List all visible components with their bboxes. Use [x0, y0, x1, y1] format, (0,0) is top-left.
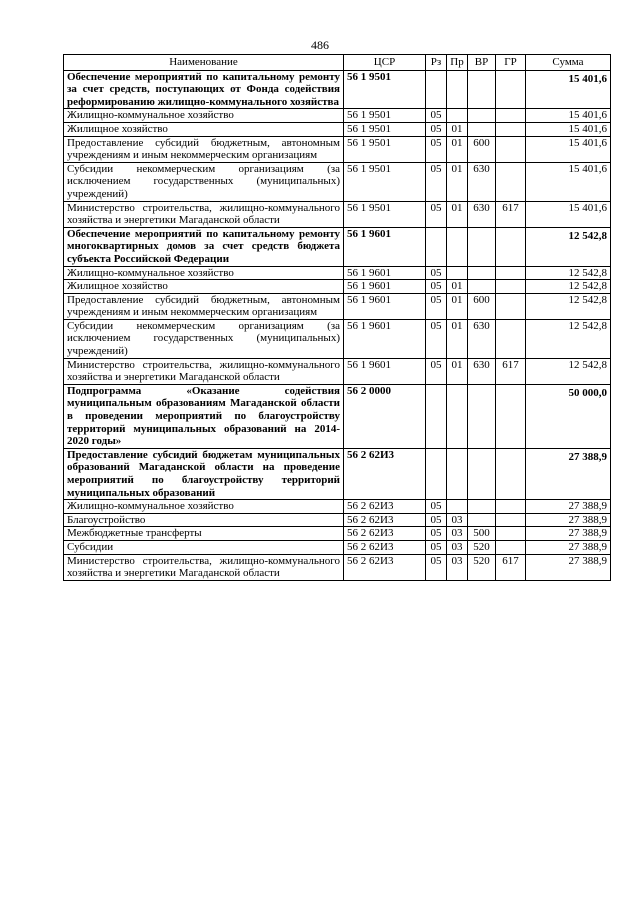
table-cell-name: Министерство строительства, жилищно-коммунального хозяйства и энергетики Магаданской области [64, 358, 344, 384]
table-cell-rz: 05 [426, 358, 447, 384]
table-cell-gr [496, 280, 526, 294]
table-cell-pr [447, 500, 468, 514]
table-cell-sum: 15 401,6 [526, 201, 611, 227]
table-cell-sum: 12 542,8 [526, 358, 611, 384]
table-cell-sum: 50 000,0 [526, 384, 611, 448]
column-header-rz: Рз [426, 55, 447, 71]
table-cell-rz: 05 [426, 280, 447, 294]
table-cell-vr: 520 [468, 554, 496, 580]
column-header-sum: Сумма [526, 55, 611, 71]
table-cell-csr: 56 1 9601 [344, 227, 426, 266]
table-cell-gr [496, 109, 526, 123]
table-row [64, 527, 611, 541]
page-number: 486 [311, 38, 329, 52]
table-cell-sum: 15 401,6 [526, 122, 611, 136]
table-cell-name: Субсидии [64, 540, 344, 554]
table-cell-gr [496, 266, 526, 280]
table-cell-csr: 56 2 62И3 [344, 540, 426, 554]
table-cell-csr: 56 2 62И3 [344, 500, 426, 514]
table-cell-pr: 03 [447, 513, 468, 527]
table-cell-csr: 56 1 9501 [344, 109, 426, 123]
table-cell-sum: 15 401,6 [526, 109, 611, 123]
table-cell-name: Благоустройство [64, 513, 344, 527]
table-cell-rz: 05 [426, 527, 447, 541]
table-cell-vr: 630 [468, 201, 496, 227]
table-row [64, 109, 611, 123]
table-row [64, 280, 611, 294]
table-cell-csr: 56 2 62И3 [344, 448, 426, 499]
table-cell-name: Обеспечение мероприятий по капитальному ремонту многоквартирных домов за счет средств бюджета субъекта Российской Федерации [64, 227, 344, 266]
table-cell-sum: 27 388,9 [526, 554, 611, 580]
table-cell-gr [496, 540, 526, 554]
table-cell-sum: 12 542,8 [526, 293, 611, 319]
table-cell-rz [426, 70, 447, 109]
table-cell-vr: 630 [468, 358, 496, 384]
table-cell-gr: 617 [496, 554, 526, 580]
table-cell-sum: 12 542,8 [526, 227, 611, 266]
table-cell-pr: 01 [447, 122, 468, 136]
table-row [64, 293, 611, 319]
table-row [64, 358, 611, 384]
table-cell-csr: 56 2 62И3 [344, 513, 426, 527]
table-cell-csr: 56 1 9501 [344, 162, 426, 201]
table-row [64, 513, 611, 527]
table-cell-name: Жилищно-коммунальное хозяйство [64, 500, 344, 514]
table-cell-sum: 12 542,8 [526, 266, 611, 280]
table-cell-name: Жилищное хозяйство [64, 122, 344, 136]
table-cell-pr [447, 109, 468, 123]
table-cell-csr: 56 1 9601 [344, 280, 426, 294]
table-row [64, 162, 611, 201]
table-cell-gr [496, 500, 526, 514]
table-cell-pr [447, 227, 468, 266]
column-header-vr: ВР [468, 55, 496, 71]
table-cell-name: Обеспечение мероприятий по капитальному ремонту за счет средств, поступающих от Фонда содействия реформированию жилищно-коммунального хозяйства [64, 70, 344, 109]
table-cell-name: Субсидии некоммерческим организациям (за исключением государственных (муниципальных) учреждений) [64, 319, 344, 358]
table-cell-name: Жилищное хозяйство [64, 280, 344, 294]
table-cell-rz: 05 [426, 554, 447, 580]
table-cell-vr: 630 [468, 319, 496, 358]
table-cell-pr: 03 [447, 540, 468, 554]
table-cell-csr: 56 1 9601 [344, 266, 426, 280]
table-cell-csr: 56 1 9501 [344, 136, 426, 162]
table-cell-vr: 500 [468, 527, 496, 541]
column-header-csr: ЦСР [344, 55, 426, 71]
column-header-pr: Пр [447, 55, 468, 71]
table-cell-rz: 05 [426, 109, 447, 123]
table-cell-name: Подпрограмма «Оказание содействия муниципальным образованиям Магаданской области в проведении мероприятий по благоустройству территорий муниципальных образований на 2014-2020 годы» [64, 384, 344, 448]
table-row [64, 448, 611, 499]
table-header-row [64, 55, 611, 71]
table-row [64, 136, 611, 162]
table-cell-sum: 27 388,9 [526, 513, 611, 527]
table-cell-csr: 56 1 9501 [344, 122, 426, 136]
table-row [64, 122, 611, 136]
table-cell-rz [426, 384, 447, 448]
budget-table [63, 54, 611, 581]
table-cell-sum: 12 542,8 [526, 280, 611, 294]
table-cell-gr [496, 293, 526, 319]
table-cell-name: Субсидии некоммерческим организациям (за исключением государственных (муниципальных) учреждений) [64, 162, 344, 201]
table-cell-vr [468, 266, 496, 280]
table-cell-csr: 56 2 62И3 [344, 527, 426, 541]
table-cell-rz [426, 448, 447, 499]
table-row [64, 70, 611, 109]
table-cell-gr [496, 319, 526, 358]
table-cell-pr [447, 384, 468, 448]
table-row [64, 319, 611, 358]
table-cell-pr: 01 [447, 293, 468, 319]
table-cell-pr: 01 [447, 319, 468, 358]
table-cell-vr: 520 [468, 540, 496, 554]
table-cell-vr [468, 448, 496, 499]
table-cell-vr: 600 [468, 293, 496, 319]
table-cell-gr: 617 [496, 358, 526, 384]
table-row [64, 227, 611, 266]
table-row [64, 500, 611, 514]
column-header-gr: ГР [496, 55, 526, 71]
table-cell-pr: 01 [447, 162, 468, 201]
table-cell-rz: 05 [426, 122, 447, 136]
table-row [64, 384, 611, 448]
table-cell-name: Министерство строительства, жилищно-коммунального хозяйства и энергетики Магаданской области [64, 201, 344, 227]
table-cell-gr [496, 513, 526, 527]
table-cell-vr [468, 70, 496, 109]
table-cell-gr: 617 [496, 201, 526, 227]
table-cell-gr [496, 70, 526, 109]
table-cell-rz: 05 [426, 266, 447, 280]
table-cell-vr [468, 384, 496, 448]
table-cell-csr: 56 1 9501 [344, 201, 426, 227]
table-cell-pr: 01 [447, 358, 468, 384]
table-cell-csr: 56 2 62И3 [344, 554, 426, 580]
table-cell-csr: 56 1 9601 [344, 319, 426, 358]
column-header-name: Наименование [64, 55, 344, 71]
table-cell-vr: 630 [468, 162, 496, 201]
table-cell-rz [426, 227, 447, 266]
table-cell-sum: 15 401,6 [526, 136, 611, 162]
table-cell-sum: 12 542,8 [526, 319, 611, 358]
table-cell-gr [496, 384, 526, 448]
table-row [64, 266, 611, 280]
table-cell-pr [447, 70, 468, 109]
table-cell-csr: 56 1 9601 [344, 293, 426, 319]
table-cell-name: Предоставление субсидий бюджетам муниципальных образований Магаданской области на проведение мероприятий по благоустройству территорий муниципальных образований [64, 448, 344, 499]
table-cell-name: Жилищно-коммунальное хозяйство [64, 266, 344, 280]
table-cell-gr [496, 527, 526, 541]
table-cell-rz: 05 [426, 500, 447, 514]
table-cell-gr [496, 122, 526, 136]
table-cell-sum: 15 401,6 [526, 70, 611, 109]
table-cell-rz: 05 [426, 162, 447, 201]
table-cell-name: Предоставление субсидий бюджетным, автономным учреждениям и иным некоммерческим организациям [64, 293, 344, 319]
table-cell-rz: 05 [426, 319, 447, 358]
table-row [64, 554, 611, 580]
table-cell-vr [468, 280, 496, 294]
table-cell-rz: 05 [426, 540, 447, 554]
table-cell-name: Межбюджетные трансферты [64, 527, 344, 541]
table-cell-csr: 56 2 0000 [344, 384, 426, 448]
table-cell-sum: 15 401,6 [526, 162, 611, 201]
table-cell-sum: 27 388,9 [526, 448, 611, 499]
table-cell-rz: 05 [426, 201, 447, 227]
table-cell-pr: 01 [447, 280, 468, 294]
table-cell-sum: 27 388,9 [526, 540, 611, 554]
table-cell-name: Министерство строительства, жилищно-коммунального хозяйства и энергетики Магаданской области [64, 554, 344, 580]
table-row [64, 201, 611, 227]
table-cell-gr [496, 448, 526, 499]
table-cell-vr: 600 [468, 136, 496, 162]
table-cell-pr: 03 [447, 527, 468, 541]
table-cell-pr: 01 [447, 136, 468, 162]
table-cell-pr [447, 266, 468, 280]
table-cell-pr: 01 [447, 201, 468, 227]
table-cell-gr [496, 162, 526, 201]
table-cell-name: Предоставление субсидий бюджетным, автономным учреждениям и иным некоммерческим организациям [64, 136, 344, 162]
table-cell-sum: 27 388,9 [526, 500, 611, 514]
table-cell-rz: 05 [426, 513, 447, 527]
table-cell-rz: 05 [426, 136, 447, 162]
table-cell-pr [447, 448, 468, 499]
table-row [64, 540, 611, 554]
table-cell-vr [468, 227, 496, 266]
table-cell-name: Жилищно-коммунальное хозяйство [64, 109, 344, 123]
table-cell-csr: 56 1 9501 [344, 70, 426, 109]
table-cell-vr [468, 109, 496, 123]
table-cell-vr [468, 500, 496, 514]
table-cell-rz: 05 [426, 293, 447, 319]
table-cell-gr [496, 227, 526, 266]
table-cell-csr: 56 1 9601 [344, 358, 426, 384]
table-cell-vr [468, 122, 496, 136]
table-cell-gr [496, 136, 526, 162]
table-cell-vr [468, 513, 496, 527]
table-cell-sum: 27 388,9 [526, 527, 611, 541]
table-cell-pr: 03 [447, 554, 468, 580]
